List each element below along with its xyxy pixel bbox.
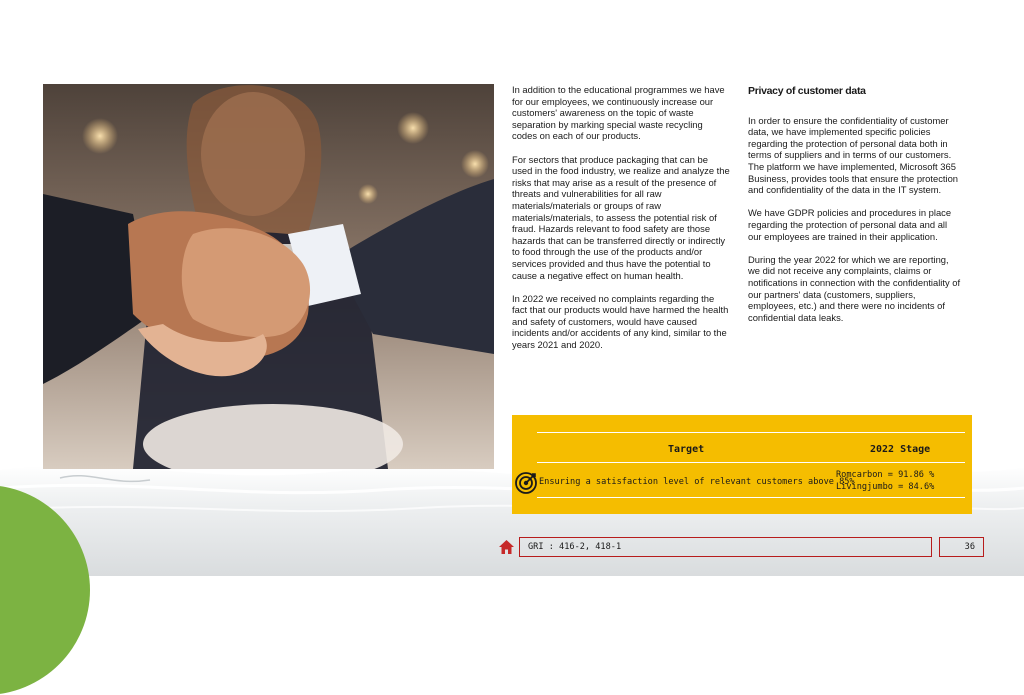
table-divider	[537, 462, 965, 463]
paragraph-no-complaints: In 2022 we received no complaints regarding the fact that our products would have harmed the health and safety of customers, would have caused incidents and/or accidents of any kind, similar to the years 2021 and 2020.	[512, 292, 729, 351]
target-icon	[515, 472, 537, 494]
table-divider	[537, 432, 965, 433]
header-target: Target	[668, 444, 705, 455]
paragraph-confidentiality: In order to ensure the confidentiality of customer data, we have implemented specific policies regarding the protection of personal data both in terms of suppliers and in terms of our customers. The platform we have implemented, Microsoft 365 Business, provides tools that ensure the protection and confidentiality of the data in the IT system.	[748, 114, 959, 196]
paragraph-awareness: In addition to the educational programmes we have for our employees, we continuously increase our customers' awareness on the topic of waste separation by marking special waste recycling codes on each of our products.	[512, 84, 725, 142]
paragraph-food-safety-risks: For sectors that produce packaging that can be used in the food industry, we realize and analyze the risks that may arise as a result of the presence of threats and vulnerabilities for all raw materials/materials or groups of raw materials/materials, to assess the potential risk of fraud. Hazards relevant to food safety are those hazards that can be transferred directly or indirectly to food through the use of the products and/or services provided and thus have the potential to cause a negative effect on human health.	[512, 153, 730, 281]
paragraph-no-data-leaks: During the year 2022 for which we are reporting, we did not receive any complaints, claims or notifications in connection with the confidentiality of our partners' data (customers, suppliers, employees, etc.) and there were no incidents of confidential data leaks.	[748, 253, 961, 323]
stage-livingjumbo: Livingjumbo = 84.6%	[836, 482, 935, 492]
table-divider	[537, 497, 965, 498]
intro-text-column	[512, 84, 730, 362]
handshake-photo	[43, 84, 494, 469]
privacy-text-column	[748, 86, 963, 335]
paragraph-gdpr: We have GDPR policies and procedures in place regarding the protection of personal data and all our employees are trained in their application.	[748, 207, 952, 242]
section-title: Privacy of customer data	[748, 85, 866, 97]
row-stage	[836, 469, 966, 493]
header-stage: 2022 Stage	[870, 444, 931, 455]
gri-reference: GRI : 416-2, 418-1	[519, 537, 932, 557]
row-target-text: Ensuring a satisfaction level of relevant customers above 85%	[539, 477, 855, 487]
target-table	[512, 415, 972, 514]
page-number: 36	[939, 537, 984, 557]
stage-romcarbon: Romcarbon = 91.86 %	[836, 470, 935, 480]
home-icon[interactable]	[498, 539, 515, 555]
